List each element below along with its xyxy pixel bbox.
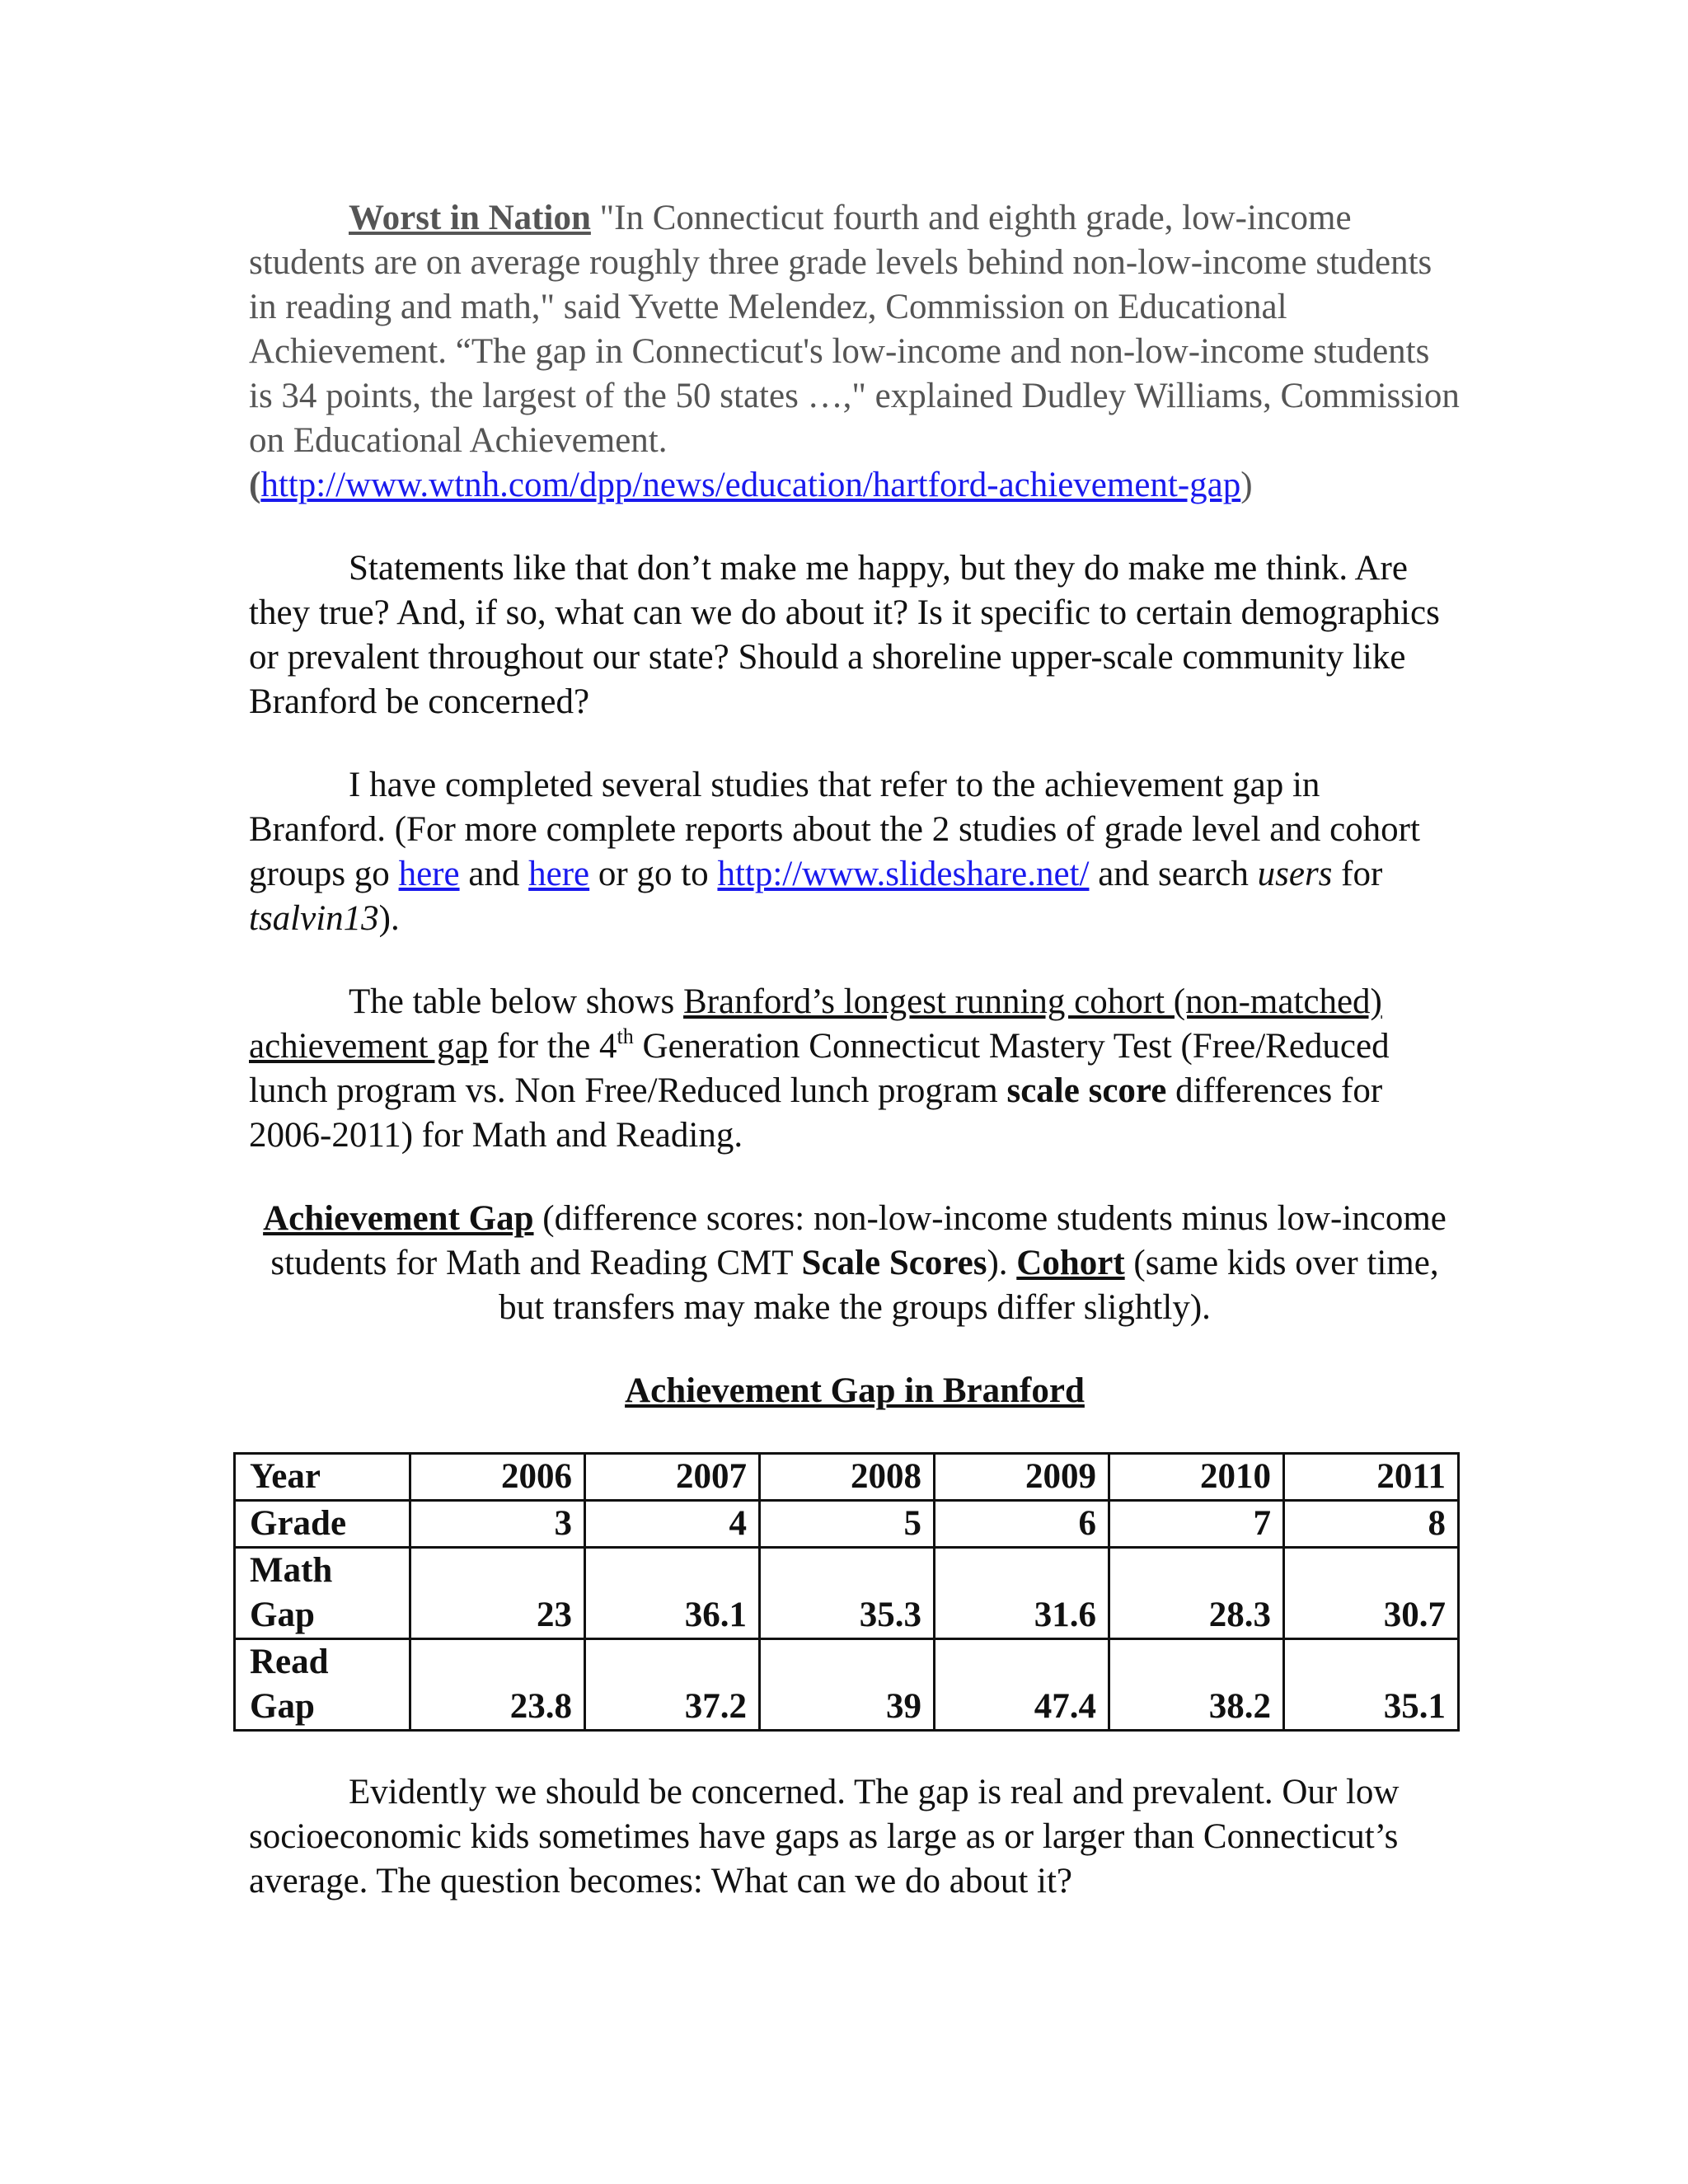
table-title: Achievement Gap in Branford — [625, 1371, 1085, 1410]
table-cell: 23 — [410, 1548, 585, 1639]
open-paren: ( — [249, 466, 261, 504]
scale-score-bold: scale score — [1006, 1071, 1167, 1110]
table-cell: 2010 — [1109, 1454, 1284, 1501]
here-link-1[interactable]: here — [398, 855, 460, 893]
table-row-year — [235, 1454, 1459, 1501]
row-label-year: Year — [235, 1454, 410, 1501]
here-link-2[interactable]: here — [528, 855, 590, 893]
ordinal-superscript: th — [617, 1024, 634, 1048]
studies-text-3: or go to — [589, 855, 718, 893]
read-label: Read — [250, 1643, 329, 1681]
paragraph-statements: Statements like that don’t make me happy, but they do make me think. Are they true? And, if so, what can we do about it? Is it specific to certain demographics or prevalent throughout our state? Should a shoreline upper-scale community like Branford be concerned? — [249, 549, 1440, 721]
table-cell: 28.3 — [1109, 1548, 1284, 1639]
table-cell: 47.4 — [935, 1639, 1109, 1731]
paragraph-studies — [249, 763, 1461, 941]
table-cell: 30.7 — [1284, 1548, 1459, 1639]
table-cell: 2009 — [935, 1454, 1109, 1501]
table-cell: 6 — [935, 1501, 1109, 1548]
table-cell: 7 — [1109, 1501, 1284, 1548]
worst-in-nation-heading: Worst in Nation — [349, 199, 591, 237]
studies-text-4: and search — [1089, 855, 1258, 893]
gap-def-text-1: (difference scores: non-low-income students minus low-income students for Math and Reading CMT — [270, 1199, 1447, 1282]
row-label-read-gap — [235, 1639, 410, 1731]
studies-text-5: for — [1332, 855, 1383, 893]
paragraph-table-intro — [249, 980, 1461, 1158]
table-row-math-gap — [235, 1548, 1459, 1639]
melendez-williams-quote: "In Connecticut fourth and eighth grade, low-income students are on average roughly three grade levels behind non-low-income students in reading and math," said Yvette Melendez, Commission on Educational Achievement. “The gap in Connecticut's low-income and non-low-income students is 34 points, the largest of the 50 states …," explained Dudley Williams, Commission on Educational Achievement. — [249, 199, 1460, 460]
paragraph-worst-in-nation — [249, 196, 1461, 508]
cohort-gap-underlined: Branford’s longest running cohort (non-matched) achievement gap — [249, 982, 1382, 1066]
row-label-grade: Grade — [235, 1501, 410, 1548]
table-cell: 2011 — [1284, 1454, 1459, 1501]
gap-def-text-2: ). — [987, 1244, 1017, 1282]
table-cell: 23.8 — [410, 1639, 585, 1731]
table-cell: 3 — [410, 1501, 585, 1548]
table-row-grade — [235, 1501, 1459, 1548]
gap-def-text-3: (same kids over time, but transfers may make the groups differ slightly). — [499, 1244, 1439, 1327]
table-cell: 38.2 — [1109, 1639, 1284, 1731]
math-label: Math — [250, 1551, 333, 1590]
table-cell: 5 — [760, 1501, 935, 1548]
table-cell: 37.2 — [585, 1639, 760, 1731]
table-row-read-gap — [235, 1639, 1459, 1731]
slideshare-link[interactable]: http://www.slideshare.net/ — [717, 855, 1090, 893]
users-italic: users — [1257, 855, 1333, 893]
table-cell: 8 — [1284, 1501, 1459, 1548]
achievement-gap-table — [233, 1452, 1460, 1732]
intro-text-1: The table below shows — [349, 982, 684, 1021]
cohort-heading: Cohort — [1016, 1244, 1125, 1282]
table-cell: 31.6 — [935, 1548, 1109, 1639]
handle-italic: tsalvin13 — [249, 899, 379, 938]
table-cell: 35.1 — [1284, 1639, 1459, 1731]
intro-text-4: differences for 2006-2011) for Math and Reading. — [249, 1071, 1383, 1155]
close-paren: ) — [1240, 466, 1253, 504]
row-label-math-gap — [235, 1548, 410, 1639]
scale-scores-bold: Scale Scores — [801, 1244, 987, 1282]
studies-text-2: and — [459, 855, 529, 893]
achievement-gap-heading: Achievement Gap — [263, 1199, 534, 1238]
gap-label: Gap — [250, 1687, 315, 1726]
intro-text-2: for the 4 — [488, 1027, 617, 1066]
studies-text-1: I have completed several studies that refer to the achievement gap in Branford. (For more complete reports about the 2 studies of grade level and cohort groups go — [249, 766, 1420, 893]
intro-text-3: Generation Connecticut Mastery Test (Free/Reduced lunch program vs. Non Free/Reduced lunch program — [249, 1027, 1390, 1110]
table-cell: 4 — [585, 1501, 760, 1548]
studies-text-6: ). — [378, 899, 400, 938]
table-cell: 2008 — [760, 1454, 935, 1501]
document-body — [249, 196, 1461, 1904]
table-cell: 2006 — [410, 1454, 585, 1501]
table-cell: 39 — [760, 1639, 935, 1731]
paragraph-gap-definition — [249, 1197, 1461, 1330]
gap-label: Gap — [250, 1596, 315, 1634]
table-cell: 2007 — [585, 1454, 760, 1501]
table-cell: 36.1 — [585, 1548, 760, 1639]
wtnh-article-link[interactable]: http://www.wtnh.com/dpp/news/education/hartford-achievement-gap — [260, 466, 1241, 504]
table-cell: 35.3 — [760, 1548, 935, 1639]
paragraph-conclusion: Evidently we should be concerned. The gap is real and prevalent. Our low socioeconomic kids sometimes have gaps as large as or larger than Connecticut’s average. The question becomes: What can we do about it? — [249, 1773, 1400, 1900]
table-wrapper — [249, 1452, 1461, 1732]
